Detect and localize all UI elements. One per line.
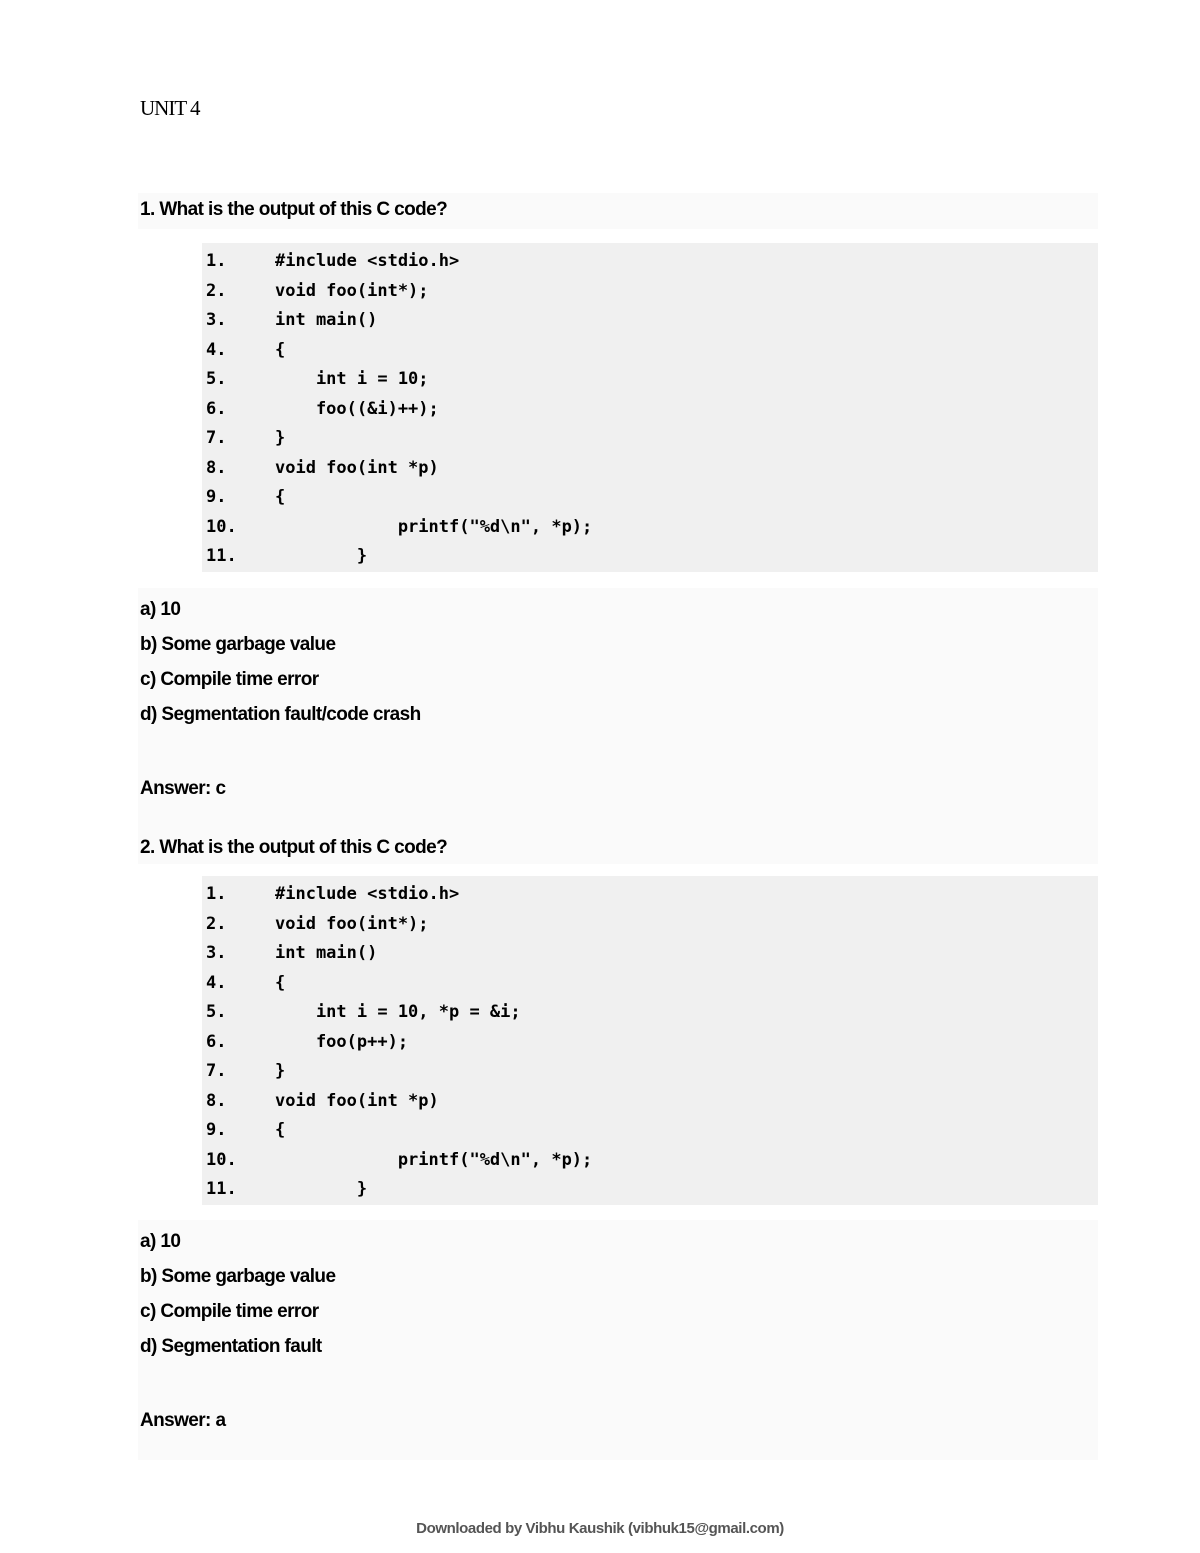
question-1 [138,193,1098,229]
code-line: 3. int main() [206,943,378,963]
code-line: 4. { [206,972,286,993]
option-c: c) Compile time error [140,1301,319,1322]
code-line: 9. { [206,1120,286,1140]
option-c: c) Compile time error [140,669,319,690]
code-line: 8. void foo(int *p) [206,457,439,478]
code-line: 4. { [206,339,286,360]
code-line: 9. { [206,487,286,507]
code-line: 1. #include <stdio.h> [206,251,460,271]
unit-title: UNIT 4 [140,96,200,120]
code-line: 6. foo(p++); [206,1031,409,1052]
code-line: 3. int main() [206,310,378,330]
code-block-1 [202,243,1098,572]
option-d: d) Segmentation fault/code crash [140,704,421,725]
options-1 [138,588,1098,864]
download-footer: Downloaded by Vibhu Kaushik (vibhuk15@gmail.com) [416,1520,784,1537]
code-line: 11. } [206,546,368,566]
code-line: 7. } [206,428,286,448]
code-line: 10. printf("%d\n", *p); [206,516,593,537]
code-line: 2. void foo(int*); [206,913,429,934]
code-block-2 [202,876,1098,1205]
question-text: 1. What is the output of this C code? [140,199,448,220]
code-line: 10. printf("%d\n", *p); [206,1149,593,1170]
code-line: 7. } [206,1061,286,1081]
answer-text: Answer: c [140,778,226,799]
option-d: d) Segmentation fault [140,1336,322,1357]
code-line: 5. int i = 10, *p = &i; [206,1002,521,1022]
option-b: b) Some garbage value [140,1266,336,1287]
option-a: a) 10 [140,1231,181,1252]
code-line: 2. void foo(int*); [206,280,429,301]
code-line: 8. void foo(int *p) [206,1090,439,1111]
answer-text: Answer: a [140,1410,226,1431]
question-text: 2. What is the output of this C code? [140,837,448,858]
options-2 [138,1220,1098,1460]
option-b: b) Some garbage value [140,634,336,655]
option-a: a) 10 [140,599,181,620]
code-line: 5. int i = 10; [206,369,429,389]
code-line: 11. } [206,1179,368,1199]
code-line: 1. #include <stdio.h> [206,884,460,904]
code-line: 6. foo((&i)++); [206,398,439,419]
